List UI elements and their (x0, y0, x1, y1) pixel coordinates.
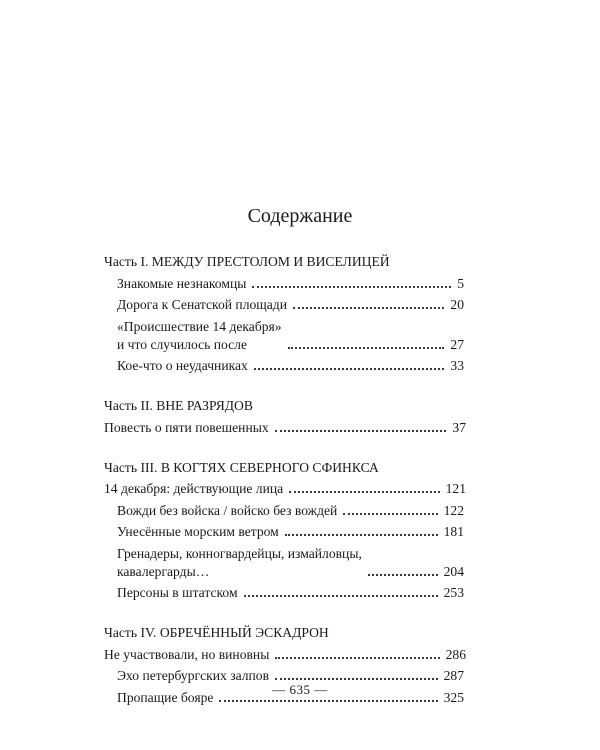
toc-entry-title: Не участвовали, но виновны (104, 646, 270, 662)
toc-entry-page: 286 (445, 646, 466, 662)
toc-entry[interactable] (104, 584, 466, 602)
toc-entry[interactable] (104, 523, 466, 541)
toc-entry-title (117, 545, 362, 581)
toc-entry-title: Знакомые незнакомцы (117, 275, 247, 291)
toc-part-heading: Часть IV. ОБРЕЧЁННЫЙ ЭСКАДРОН (104, 625, 329, 640)
toc-entry-page: 37 (452, 419, 466, 435)
toc-entry-title-line2: и что случилось после (117, 336, 248, 352)
toc-entry-title: Эхо петербургских залпов (117, 668, 269, 683)
toc-part-heading: Часть II. ВНЕ РАЗРЯДОВ (104, 398, 253, 413)
toc-entry[interactable] (104, 296, 466, 314)
toc-entry[interactable] (104, 646, 466, 664)
dot-leader (275, 678, 438, 680)
toc-entry-title: Унесённые морским ветром (117, 524, 279, 539)
table-of-contents (104, 253, 466, 707)
dot-leader (244, 595, 438, 597)
dot-leader (343, 513, 437, 515)
dot-leader (252, 286, 451, 288)
dot-leader (275, 657, 439, 659)
toc-entry-title: Дорога к Сенатской площади (117, 297, 287, 312)
page-title: Содержание (247, 205, 353, 227)
toc-part-heading: Часть III. В КОГТЯХ СЕВЕРНОГО СФИНКСА (104, 459, 379, 475)
dot-leader (288, 347, 445, 349)
toc-entry-page: 122 (443, 502, 464, 518)
dot-leader (285, 534, 438, 536)
toc-entry[interactable] (104, 357, 466, 375)
dot-leader (275, 430, 447, 432)
toc-entry-page: 204 (443, 563, 464, 579)
toc-entry-page: 325 (443, 689, 464, 705)
toc-entry-page: 181 (443, 524, 464, 539)
toc-entry-title (117, 318, 282, 354)
dot-leader (289, 491, 439, 493)
dot-leader (293, 307, 444, 309)
toc-entry-page: 287 (443, 668, 464, 683)
toc-entry-page: 33 (450, 358, 464, 373)
toc-entry-page: 121 (445, 481, 466, 496)
toc-entry[interactable] (104, 275, 466, 293)
toc-entry-title-line1: «Происшествие 14 декабря» (117, 318, 282, 334)
toc-entry-title-line2: кавалергарды… (117, 563, 210, 579)
toc-entry-page: 20 (450, 297, 464, 312)
dot-leader (368, 574, 438, 576)
page-number: — 635 — (272, 682, 328, 697)
toc-entry-title: Вожди без войска / войско без вождей (117, 502, 338, 518)
toc-entry-title: Кое-что о неудачниках (117, 358, 248, 373)
toc-entry[interactable] (104, 419, 466, 437)
toc-entry[interactable] (104, 502, 466, 520)
toc-entry-title: Пропащие бояре (117, 689, 214, 705)
toc-entry-title: 14 декабря: действующие лица (104, 481, 284, 496)
toc-entry[interactable] (104, 545, 466, 581)
toc-entry[interactable] (104, 318, 466, 354)
toc-entry-page: 253 (443, 585, 464, 600)
toc-part-heading: Часть I. МЕЖДУ ПРЕСТОЛОМ И ВИСЕЛИЦЕЙ (104, 254, 390, 269)
dot-leader (219, 700, 437, 702)
toc-entry-page: 27 (450, 336, 464, 352)
toc-entry-title-line1: Гренадеры, конногвардейцы, измайловцы, (117, 545, 362, 561)
toc-entry-title: Персоны в штатском (117, 585, 238, 600)
toc-entry-title: Повесть о пяти повешенных (104, 419, 269, 435)
toc-entry[interactable] (104, 480, 466, 498)
dot-leader (254, 368, 445, 370)
toc-entry-page: 5 (457, 275, 464, 291)
